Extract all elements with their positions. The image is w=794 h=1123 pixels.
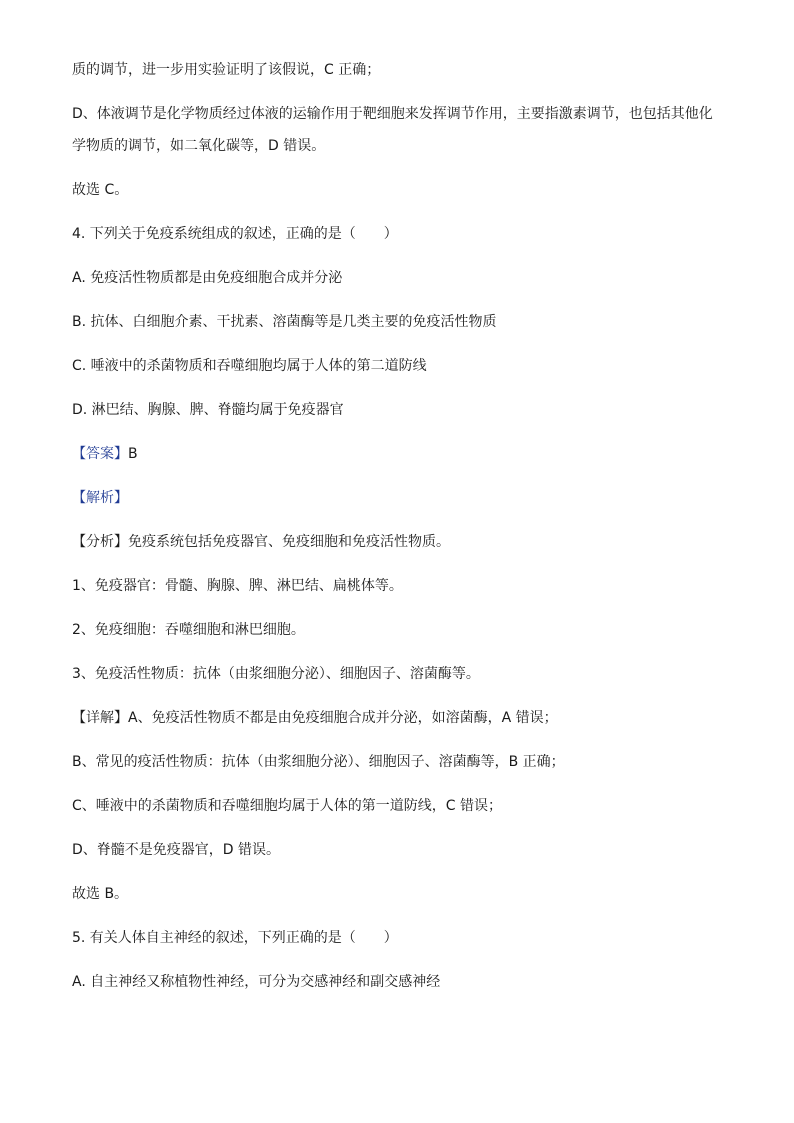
paragraph [72,884,732,904]
answer-tag: 【答案】 [72,446,128,462]
paragraph [72,708,732,728]
option-b [72,312,732,332]
paragraph [72,620,732,640]
paragraph [72,840,732,860]
paragraph [72,104,732,156]
paragraph [72,180,732,200]
option-d [72,400,732,420]
paragraph [72,60,732,80]
text-line: D. 淋巴结、胸腺、脾、脊髓均属于免疫器官 [72,402,344,418]
text-line: 质的调节，进一步用实验证明了该假说，C 正确； [72,62,381,78]
text-line: 【详解】A、免疫活性物质不都是由免疫细胞合成并分泌，如溶菌酶，A 错误； [72,710,558,726]
text-line [72,488,732,508]
paragraph [72,796,732,816]
text-line: D、脊髓不是免疫器官，D 错误。 [72,842,281,858]
paragraph [72,752,732,772]
paragraph [72,576,732,596]
answer-value: B [128,446,138,462]
text-line: A. 自主神经又称植物性神经，可分为交感神经和副交感神经 [72,974,441,990]
paragraph [72,532,732,552]
text-line: 3、免疫活性物质：抗体（由浆细胞分泌）、细胞因子、溶菌酶等。 [72,666,480,682]
document-page [72,60,732,1016]
text-line: 【分析】免疫系统包括免疫器官、免疫细胞和免疫活性物质。 [72,534,450,550]
analysis-tag: 【解析】 [72,490,128,506]
option-a [72,268,732,288]
text-line: 1、免疫器官：骨髓、胸腺、脾、淋巴结、扁桃体等。 [72,578,403,594]
text-line: 5. 有关人体自主神经的叙述，下列正确的是（ ） [72,930,398,946]
text-line [72,444,732,464]
text-line: C. 唾液中的杀菌物质和吞噬细胞均属于人体的第二道防线 [72,358,427,374]
question-stem [72,224,732,244]
text-line: 4. 下列关于免疫系统组成的叙述，正确的是（ ） [72,226,398,242]
question-stem [72,928,732,948]
answer-line [72,444,732,464]
text-line: 学物质的调节，如二氧化碳等，D 错误。 [72,138,326,154]
option-c [72,356,732,376]
analysis-heading [72,488,732,508]
text-line: A. 免疫活性物质都是由免疫细胞合成并分泌 [72,270,343,286]
text-line: B. 抗体、白细胞介素、干扰素、溶菌酶等是几类主要的免疫活性物质 [72,314,497,330]
option-a [72,972,732,992]
text-line: D、体液调节是化学物质经过体液的运输作用于靶细胞来发挥调节作用，主要指激素调节，也包括其他化 [72,106,713,122]
paragraph [72,664,732,684]
text-line: B、常见的疫活性物质：抗体（由浆细胞分泌）、细胞因子、溶菌酶等，B 正确； [72,754,565,770]
text-line: 2、免疫细胞：吞噬细胞和淋巴细胞。 [72,622,305,638]
text-line: 故选 C。 [72,182,129,198]
text-line: 故选 B。 [72,886,129,902]
text-line: C、唾液中的杀菌物质和吞噬细胞均属于人体的第一道防线，C 错误； [72,798,502,814]
